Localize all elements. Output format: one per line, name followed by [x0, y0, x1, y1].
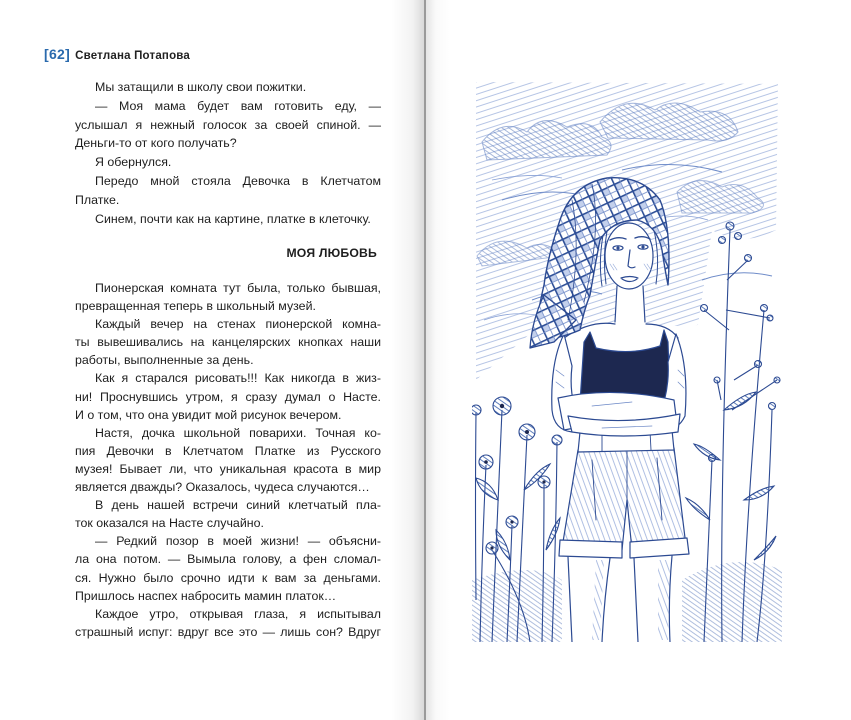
text-line: Я обернулся.: [95, 155, 172, 170]
text-line: Как я старался рисовать!!! Как никогда в жиз-: [95, 371, 381, 386]
text-line: Платке.: [75, 192, 120, 207]
text-line: И о том, что она увидит мой рисунок вечером.: [75, 407, 342, 422]
text-line: Настя, дочка школьной поварихи. Точная ко-: [95, 425, 381, 440]
text-line: Передо мной стояла Девочка в Клетчатом: [95, 173, 381, 188]
text-line: Пионерская комната тут была, только бывшая,: [95, 281, 381, 295]
text-line: Каждый вечер на стенах пионерской комна-: [95, 317, 381, 332]
paragraph: [75, 532, 381, 604]
text-line: — Моя мама будет вам готовить еду, —: [95, 98, 381, 113]
paragraph: [75, 210, 381, 229]
text-line: пия Девочки в Клетчатом Платке из Русского: [75, 443, 381, 458]
paragraph: [75, 315, 381, 369]
text-line: В день нашей встречи синий клетчатый пла-: [95, 498, 381, 513]
page-number: [62]: [44, 46, 71, 62]
text-line: музея! Бывает ли, что уникальная красота в мир: [75, 461, 381, 476]
paragraph: [75, 496, 381, 532]
text-line: Деньги-то от кого получать?: [75, 136, 237, 151]
author-name: Светлана Потапова: [75, 50, 191, 62]
text-line: Пришлось наспех набросить мамин платок…: [75, 588, 337, 603]
section-heading: МОЯ ЛЮБОВЬ: [286, 246, 377, 260]
right-page: [426, 0, 851, 720]
text-line: ся. Нужно было срочно идти к вам за деньгами.: [75, 570, 381, 585]
text-line: работы, выполненные за день.: [75, 353, 254, 368]
text-line: Мы затащили в школу свои пожитки.: [95, 80, 307, 94]
text-block-top: [75, 78, 381, 228]
paragraph: [75, 605, 381, 641]
paragraph: [75, 424, 381, 496]
text-line: является дважды? Оказалось, чудеса случаются…: [75, 480, 370, 495]
illustration: [472, 80, 782, 642]
text-line: Синем, почти как на картине, платке в клеточку.: [95, 211, 371, 226]
paragraph: [75, 153, 381, 172]
text-line: страшный испуг: вдруг все это — лишь сон? Вдруг: [75, 624, 381, 639]
text-line: — Редкий позор в моей жизни! — объясни-: [95, 534, 381, 549]
paragraph: [75, 369, 381, 423]
running-head: [44, 46, 190, 64]
text-line: ток оказался на Насте случайно.: [75, 516, 264, 531]
left-page: [0, 0, 425, 720]
text-line: Каждое утро, открывая глаза, я испытывал: [95, 606, 381, 621]
text-block-bottom: [75, 279, 381, 641]
paragraph: [75, 78, 381, 97]
paragraph: [75, 97, 381, 153]
text-line: ла она потом. — Вымыла голову, а фен сломал-: [75, 552, 381, 567]
paragraph: [75, 279, 381, 315]
text-line: услышал я нежный голосок за своей спиной. —: [75, 117, 381, 132]
text-line: ты вывешивались на канцелярских кнопках наши: [75, 335, 381, 350]
text-line: превращенная теперь в школьный музей.: [75, 299, 316, 314]
paragraph: [75, 172, 381, 210]
text-line: ни! Проснувшись утром, я сразу думал о Насте.: [75, 389, 381, 404]
